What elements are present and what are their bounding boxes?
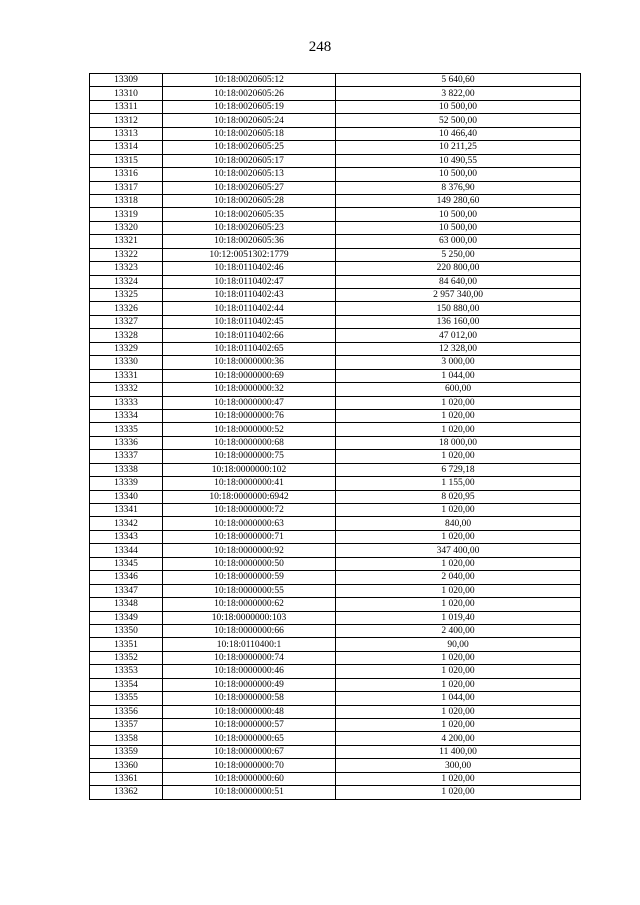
amount-cell: 1 020,00 — [336, 678, 581, 691]
cadastral-number-cell: 10:18:0020605:24 — [163, 114, 336, 127]
cadastral-number-cell: 10:18:0000000:68 — [163, 436, 336, 449]
cadastral-number-cell: 10:18:0000000:47 — [163, 396, 336, 409]
amount-cell: 149 280,60 — [336, 194, 581, 207]
table-row — [90, 678, 581, 691]
cadastral-number-cell: 10:18:0020605:36 — [163, 235, 336, 248]
row-number-cell: 13345 — [90, 557, 163, 570]
cadastral-number-cell: 10:18:0110402:43 — [163, 289, 336, 302]
cadastral-number-cell: 10:18:0020605:25 — [163, 141, 336, 154]
table-row — [90, 450, 581, 463]
row-number-cell: 13310 — [90, 87, 163, 100]
table-row — [90, 638, 581, 651]
amount-cell: 47 012,00 — [336, 329, 581, 342]
table-row — [90, 732, 581, 745]
table-row — [90, 262, 581, 275]
table-row — [90, 477, 581, 490]
table-row — [90, 100, 581, 113]
table-row — [90, 342, 581, 355]
row-number-cell: 13350 — [90, 624, 163, 637]
amount-cell: 1 020,00 — [336, 504, 581, 517]
cadastral-number-cell: 10:18:0000000:58 — [163, 692, 336, 705]
cadastral-number-cell: 10:18:0020605:35 — [163, 208, 336, 221]
row-number-cell: 13344 — [90, 544, 163, 557]
row-number-cell: 13351 — [90, 638, 163, 651]
registry-table-body — [90, 74, 581, 800]
amount-cell: 1 044,00 — [336, 692, 581, 705]
row-number-cell: 13340 — [90, 490, 163, 503]
amount-cell: 10 500,00 — [336, 168, 581, 181]
amount-cell: 1 020,00 — [336, 530, 581, 543]
table-row — [90, 194, 581, 207]
row-number-cell: 13349 — [90, 611, 163, 624]
row-number-cell: 13354 — [90, 678, 163, 691]
table-row — [90, 221, 581, 234]
table-row — [90, 544, 581, 557]
amount-cell: 63 000,00 — [336, 235, 581, 248]
amount-cell: 136 160,00 — [336, 315, 581, 328]
amount-cell: 10 500,00 — [336, 221, 581, 234]
row-number-cell: 13338 — [90, 463, 163, 476]
amount-cell: 1 019,40 — [336, 611, 581, 624]
table-row — [90, 141, 581, 154]
amount-cell: 1 020,00 — [336, 705, 581, 718]
amount-cell: 10 490,55 — [336, 154, 581, 167]
amount-cell: 1 020,00 — [336, 584, 581, 597]
cadastral-number-cell: 10:18:0000000:49 — [163, 678, 336, 691]
table-row — [90, 745, 581, 758]
cadastral-number-cell: 10:18:0110402:46 — [163, 262, 336, 275]
amount-cell: 2 957 340,00 — [336, 289, 581, 302]
table-row — [90, 423, 581, 436]
row-number-cell: 13312 — [90, 114, 163, 127]
cadastral-number-cell: 10:18:0000000:50 — [163, 557, 336, 570]
row-number-cell: 13361 — [90, 772, 163, 785]
row-number-cell: 13341 — [90, 504, 163, 517]
amount-cell: 1 020,00 — [336, 396, 581, 409]
row-number-cell: 13325 — [90, 289, 163, 302]
table-row — [90, 409, 581, 422]
amount-cell: 1 020,00 — [336, 450, 581, 463]
table-row — [90, 396, 581, 409]
table-row — [90, 705, 581, 718]
row-number-cell: 13360 — [90, 759, 163, 772]
cadastral-number-cell: 10:18:0000000:92 — [163, 544, 336, 557]
table-row — [90, 302, 581, 315]
row-number-cell: 13319 — [90, 208, 163, 221]
row-number-cell: 13324 — [90, 275, 163, 288]
row-number-cell: 13316 — [90, 168, 163, 181]
amount-cell: 10 500,00 — [336, 100, 581, 113]
row-number-cell: 13327 — [90, 315, 163, 328]
table-row — [90, 557, 581, 570]
amount-cell: 10 500,00 — [336, 208, 581, 221]
amount-cell: 1 020,00 — [336, 423, 581, 436]
row-number-cell: 13334 — [90, 409, 163, 422]
amount-cell: 1 020,00 — [336, 786, 581, 799]
table-row — [90, 181, 581, 194]
table-row — [90, 665, 581, 678]
table-row — [90, 719, 581, 732]
amount-cell: 10 211,25 — [336, 141, 581, 154]
row-number-cell: 13320 — [90, 221, 163, 234]
table-row — [90, 584, 581, 597]
cadastral-number-cell: 10:18:0000000:32 — [163, 383, 336, 396]
cadastral-number-cell: 10:18:0000000:63 — [163, 517, 336, 530]
row-number-cell: 13336 — [90, 436, 163, 449]
row-number-cell: 13332 — [90, 383, 163, 396]
registry-table — [89, 73, 581, 800]
row-number-cell: 13335 — [90, 423, 163, 436]
table-row — [90, 315, 581, 328]
amount-cell: 8 020,95 — [336, 490, 581, 503]
row-number-cell: 13311 — [90, 100, 163, 113]
table-row — [90, 114, 581, 127]
cadastral-number-cell: 10:18:0000000:75 — [163, 450, 336, 463]
cadastral-number-cell: 10:18:0000000:67 — [163, 745, 336, 758]
table-row — [90, 611, 581, 624]
row-number-cell: 13346 — [90, 571, 163, 584]
cadastral-number-cell: 10:18:0000000:72 — [163, 504, 336, 517]
amount-cell: 84 640,00 — [336, 275, 581, 288]
row-number-cell: 13323 — [90, 262, 163, 275]
amount-cell: 220 800,00 — [336, 262, 581, 275]
row-number-cell: 13309 — [90, 74, 163, 87]
amount-cell: 347 400,00 — [336, 544, 581, 557]
row-number-cell: 13339 — [90, 477, 163, 490]
table-row — [90, 772, 581, 785]
row-number-cell: 13328 — [90, 329, 163, 342]
cadastral-number-cell: 10:18:0000000:52 — [163, 423, 336, 436]
row-number-cell: 13322 — [90, 248, 163, 261]
cadastral-number-cell: 10:18:0020605:18 — [163, 127, 336, 140]
amount-cell: 1 044,00 — [336, 369, 581, 382]
amount-cell: 1 020,00 — [336, 719, 581, 732]
cadastral-number-cell: 10:18:0110402:65 — [163, 342, 336, 355]
cadastral-number-cell: 10:18:0000000:76 — [163, 409, 336, 422]
row-number-cell: 13362 — [90, 786, 163, 799]
amount-cell: 1 020,00 — [336, 557, 581, 570]
amount-cell: 5 250,00 — [336, 248, 581, 261]
cadastral-number-cell: 10:18:0020605:28 — [163, 194, 336, 207]
row-number-cell: 13359 — [90, 745, 163, 758]
cadastral-number-cell: 10:18:0000000:51 — [163, 786, 336, 799]
amount-cell: 1 020,00 — [336, 772, 581, 785]
row-number-cell: 13353 — [90, 665, 163, 678]
cadastral-number-cell: 10:18:0110400:1 — [163, 638, 336, 651]
table-row — [90, 490, 581, 503]
table-row — [90, 87, 581, 100]
table-row — [90, 759, 581, 772]
row-number-cell: 13313 — [90, 127, 163, 140]
cadastral-number-cell: 10:18:0000000:71 — [163, 530, 336, 543]
cadastral-number-cell: 10:18:0020605:19 — [163, 100, 336, 113]
row-number-cell: 13314 — [90, 141, 163, 154]
table-row — [90, 356, 581, 369]
cadastral-number-cell: 10:18:0020605:17 — [163, 154, 336, 167]
cadastral-number-cell: 10:18:0000000:57 — [163, 719, 336, 732]
amount-cell: 150 880,00 — [336, 302, 581, 315]
amount-cell: 1 020,00 — [336, 665, 581, 678]
amount-cell: 5 640,60 — [336, 74, 581, 87]
cadastral-number-cell: 10:18:0000000:103 — [163, 611, 336, 624]
amount-cell: 10 466,40 — [336, 127, 581, 140]
table-row — [90, 624, 581, 637]
amount-cell: 6 729,18 — [336, 463, 581, 476]
cadastral-number-cell: 10:18:0000000:41 — [163, 477, 336, 490]
row-number-cell: 13347 — [90, 584, 163, 597]
cadastral-number-cell: 10:18:0000000:59 — [163, 571, 336, 584]
table-row — [90, 74, 581, 87]
amount-cell: 840,00 — [336, 517, 581, 530]
cadastral-number-cell: 10:18:0000000:70 — [163, 759, 336, 772]
amount-cell: 1 020,00 — [336, 409, 581, 422]
cadastral-number-cell: 10:18:0020605:23 — [163, 221, 336, 234]
cadastral-number-cell: 10:18:0000000:48 — [163, 705, 336, 718]
cadastral-number-cell: 10:12:0051302:1779 — [163, 248, 336, 261]
row-number-cell: 13337 — [90, 450, 163, 463]
cadastral-number-cell: 10:18:0000000:55 — [163, 584, 336, 597]
table-row — [90, 530, 581, 543]
row-number-cell: 13315 — [90, 154, 163, 167]
cadastral-number-cell: 10:18:0000000:74 — [163, 651, 336, 664]
row-number-cell: 13348 — [90, 598, 163, 611]
cadastral-number-cell: 10:18:0000000:65 — [163, 732, 336, 745]
cadastral-number-cell: 10:18:0000000:102 — [163, 463, 336, 476]
amount-cell: 18 000,00 — [336, 436, 581, 449]
amount-cell: 3 000,00 — [336, 356, 581, 369]
amount-cell: 1 155,00 — [336, 477, 581, 490]
table-row — [90, 598, 581, 611]
cadastral-number-cell: 10:18:0000000:69 — [163, 369, 336, 382]
amount-cell: 1 020,00 — [336, 598, 581, 611]
row-number-cell: 13329 — [90, 342, 163, 355]
row-number-cell: 13321 — [90, 235, 163, 248]
cadastral-number-cell: 10:18:0110402:45 — [163, 315, 336, 328]
row-number-cell: 13356 — [90, 705, 163, 718]
amount-cell: 12 328,00 — [336, 342, 581, 355]
amount-cell: 8 376,90 — [336, 181, 581, 194]
table-row — [90, 275, 581, 288]
table-row — [90, 208, 581, 221]
row-number-cell: 13342 — [90, 517, 163, 530]
table-row — [90, 692, 581, 705]
amount-cell: 2 400,00 — [336, 624, 581, 637]
amount-cell: 600,00 — [336, 383, 581, 396]
amount-cell: 1 020,00 — [336, 651, 581, 664]
row-number-cell: 13343 — [90, 530, 163, 543]
cadastral-number-cell: 10:18:0110402:66 — [163, 329, 336, 342]
table-row — [90, 517, 581, 530]
table-row — [90, 235, 581, 248]
table-row — [90, 154, 581, 167]
amount-cell: 300,00 — [336, 759, 581, 772]
row-number-cell: 13357 — [90, 719, 163, 732]
cadastral-number-cell: 10:18:0000000:36 — [163, 356, 336, 369]
cadastral-number-cell: 10:18:0000000:66 — [163, 624, 336, 637]
cadastral-number-cell: 10:18:0000000:46 — [163, 665, 336, 678]
row-number-cell: 13330 — [90, 356, 163, 369]
cadastral-number-cell: 10:18:0020605:26 — [163, 87, 336, 100]
cadastral-number-cell: 10:18:0110402:47 — [163, 275, 336, 288]
cadastral-number-cell: 10:18:0000000:6942 — [163, 490, 336, 503]
cadastral-number-cell: 10:18:0020605:13 — [163, 168, 336, 181]
amount-cell: 4 200,00 — [336, 732, 581, 745]
row-number-cell: 13355 — [90, 692, 163, 705]
row-number-cell: 13317 — [90, 181, 163, 194]
amount-cell: 11 400,00 — [336, 745, 581, 758]
row-number-cell: 13331 — [90, 369, 163, 382]
row-number-cell: 13318 — [90, 194, 163, 207]
cadastral-number-cell: 10:18:0000000:62 — [163, 598, 336, 611]
table-row — [90, 504, 581, 517]
table-row — [90, 436, 581, 449]
table-row — [90, 571, 581, 584]
table-row — [90, 383, 581, 396]
page-number: 248 — [308, 39, 332, 55]
cadastral-number-cell: 10:18:0020605:27 — [163, 181, 336, 194]
row-number-cell: 13333 — [90, 396, 163, 409]
table-row — [90, 329, 581, 342]
row-number-cell: 13326 — [90, 302, 163, 315]
row-number-cell: 13358 — [90, 732, 163, 745]
amount-cell: 2 040,00 — [336, 571, 581, 584]
amount-cell: 90,00 — [336, 638, 581, 651]
table-row — [90, 289, 581, 302]
table-row — [90, 369, 581, 382]
table-row — [90, 463, 581, 476]
amount-cell: 3 822,00 — [336, 87, 581, 100]
cadastral-number-cell: 10:18:0000000:60 — [163, 772, 336, 785]
cadastral-number-cell: 10:18:0110402:44 — [163, 302, 336, 315]
row-number-cell: 13352 — [90, 651, 163, 664]
table-row — [90, 248, 581, 261]
table-row — [90, 651, 581, 664]
table-row — [90, 168, 581, 181]
cadastral-number-cell: 10:18:0020605:12 — [163, 74, 336, 87]
table-row — [90, 786, 581, 799]
table-row — [90, 127, 581, 140]
amount-cell: 52 500,00 — [336, 114, 581, 127]
